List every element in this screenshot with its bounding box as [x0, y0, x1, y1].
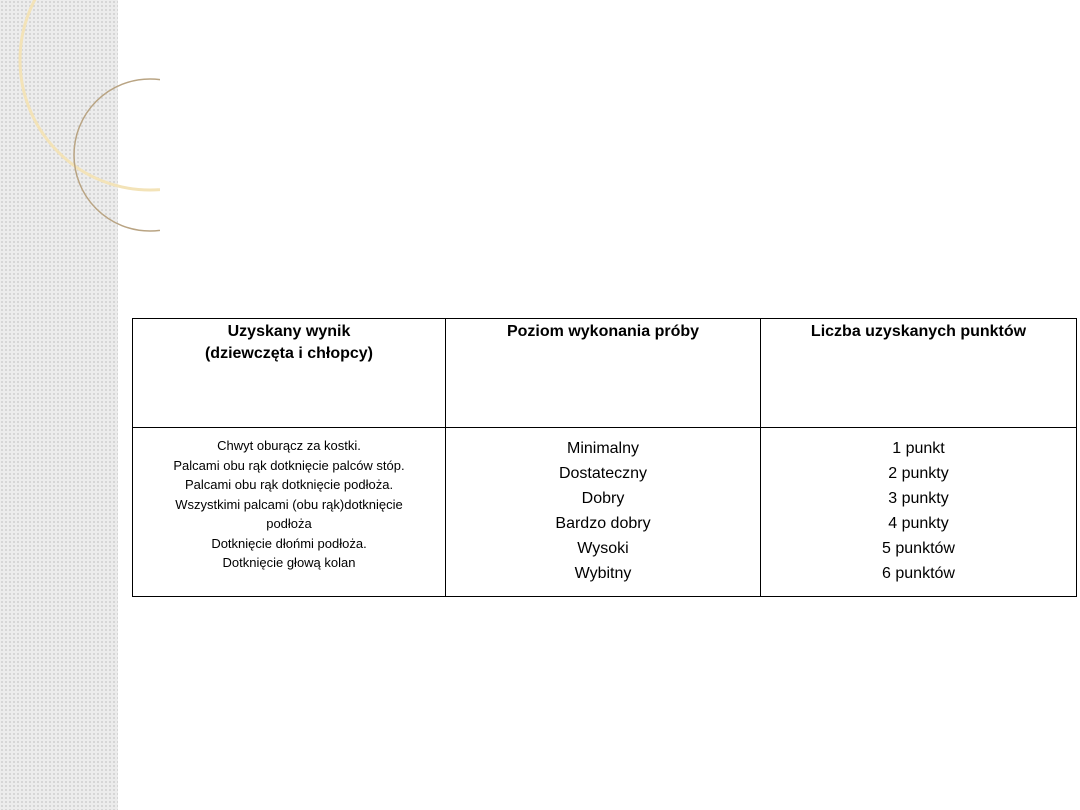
points-item: 3 punkty — [888, 490, 949, 507]
result-item: Palcami obu rąk dotknięcie podłoża. — [184, 477, 394, 492]
header-result-line: (dziewczęta i chłopcy) — [204, 345, 374, 362]
header-points — [761, 319, 1077, 428]
header-level-line: Poziom wykonania próby — [506, 323, 700, 340]
points-item: 6 punktów — [882, 565, 955, 582]
levels-cell — [446, 428, 761, 597]
header-points-line: Liczba uzyskanych punktów — [810, 323, 1027, 340]
header-row — [133, 319, 1077, 428]
header-result — [133, 319, 446, 428]
result-item: Dotknięcie głową kolan — [222, 555, 356, 570]
points-item: 1 punkt — [892, 440, 945, 457]
level-item: Wybitny — [574, 565, 632, 582]
level-item: Bardzo dobry — [555, 515, 651, 532]
table-row — [133, 428, 1077, 597]
level-item: Wysoki — [577, 540, 629, 557]
results-cell — [133, 428, 446, 597]
result-item: Chwyt oburącz za kostki. — [217, 438, 361, 453]
points-cell — [761, 428, 1077, 597]
points-item: 2 punkty — [888, 465, 949, 482]
header-result-line: Uzyskany wynik — [227, 323, 351, 340]
result-item: Wszystkimi palcami (obu rąk)dotknięcie — [175, 496, 403, 512]
level-item: Minimalny — [566, 440, 639, 457]
decorative-side-strip — [0, 0, 118, 810]
header-level — [446, 319, 761, 428]
points-item: 4 punkty — [888, 515, 949, 532]
result-item: Palcami obu rąk dotknięcie palców stóp. — [173, 457, 405, 473]
results-table — [132, 318, 1077, 597]
result-item: podłoża — [266, 516, 312, 531]
points-item: 5 punktów — [882, 540, 955, 557]
level-item: Dostateczny — [558, 465, 648, 482]
level-item: Dobry — [581, 490, 625, 507]
result-item: Dotknięcie dłońmi podłoża. — [211, 535, 367, 551]
